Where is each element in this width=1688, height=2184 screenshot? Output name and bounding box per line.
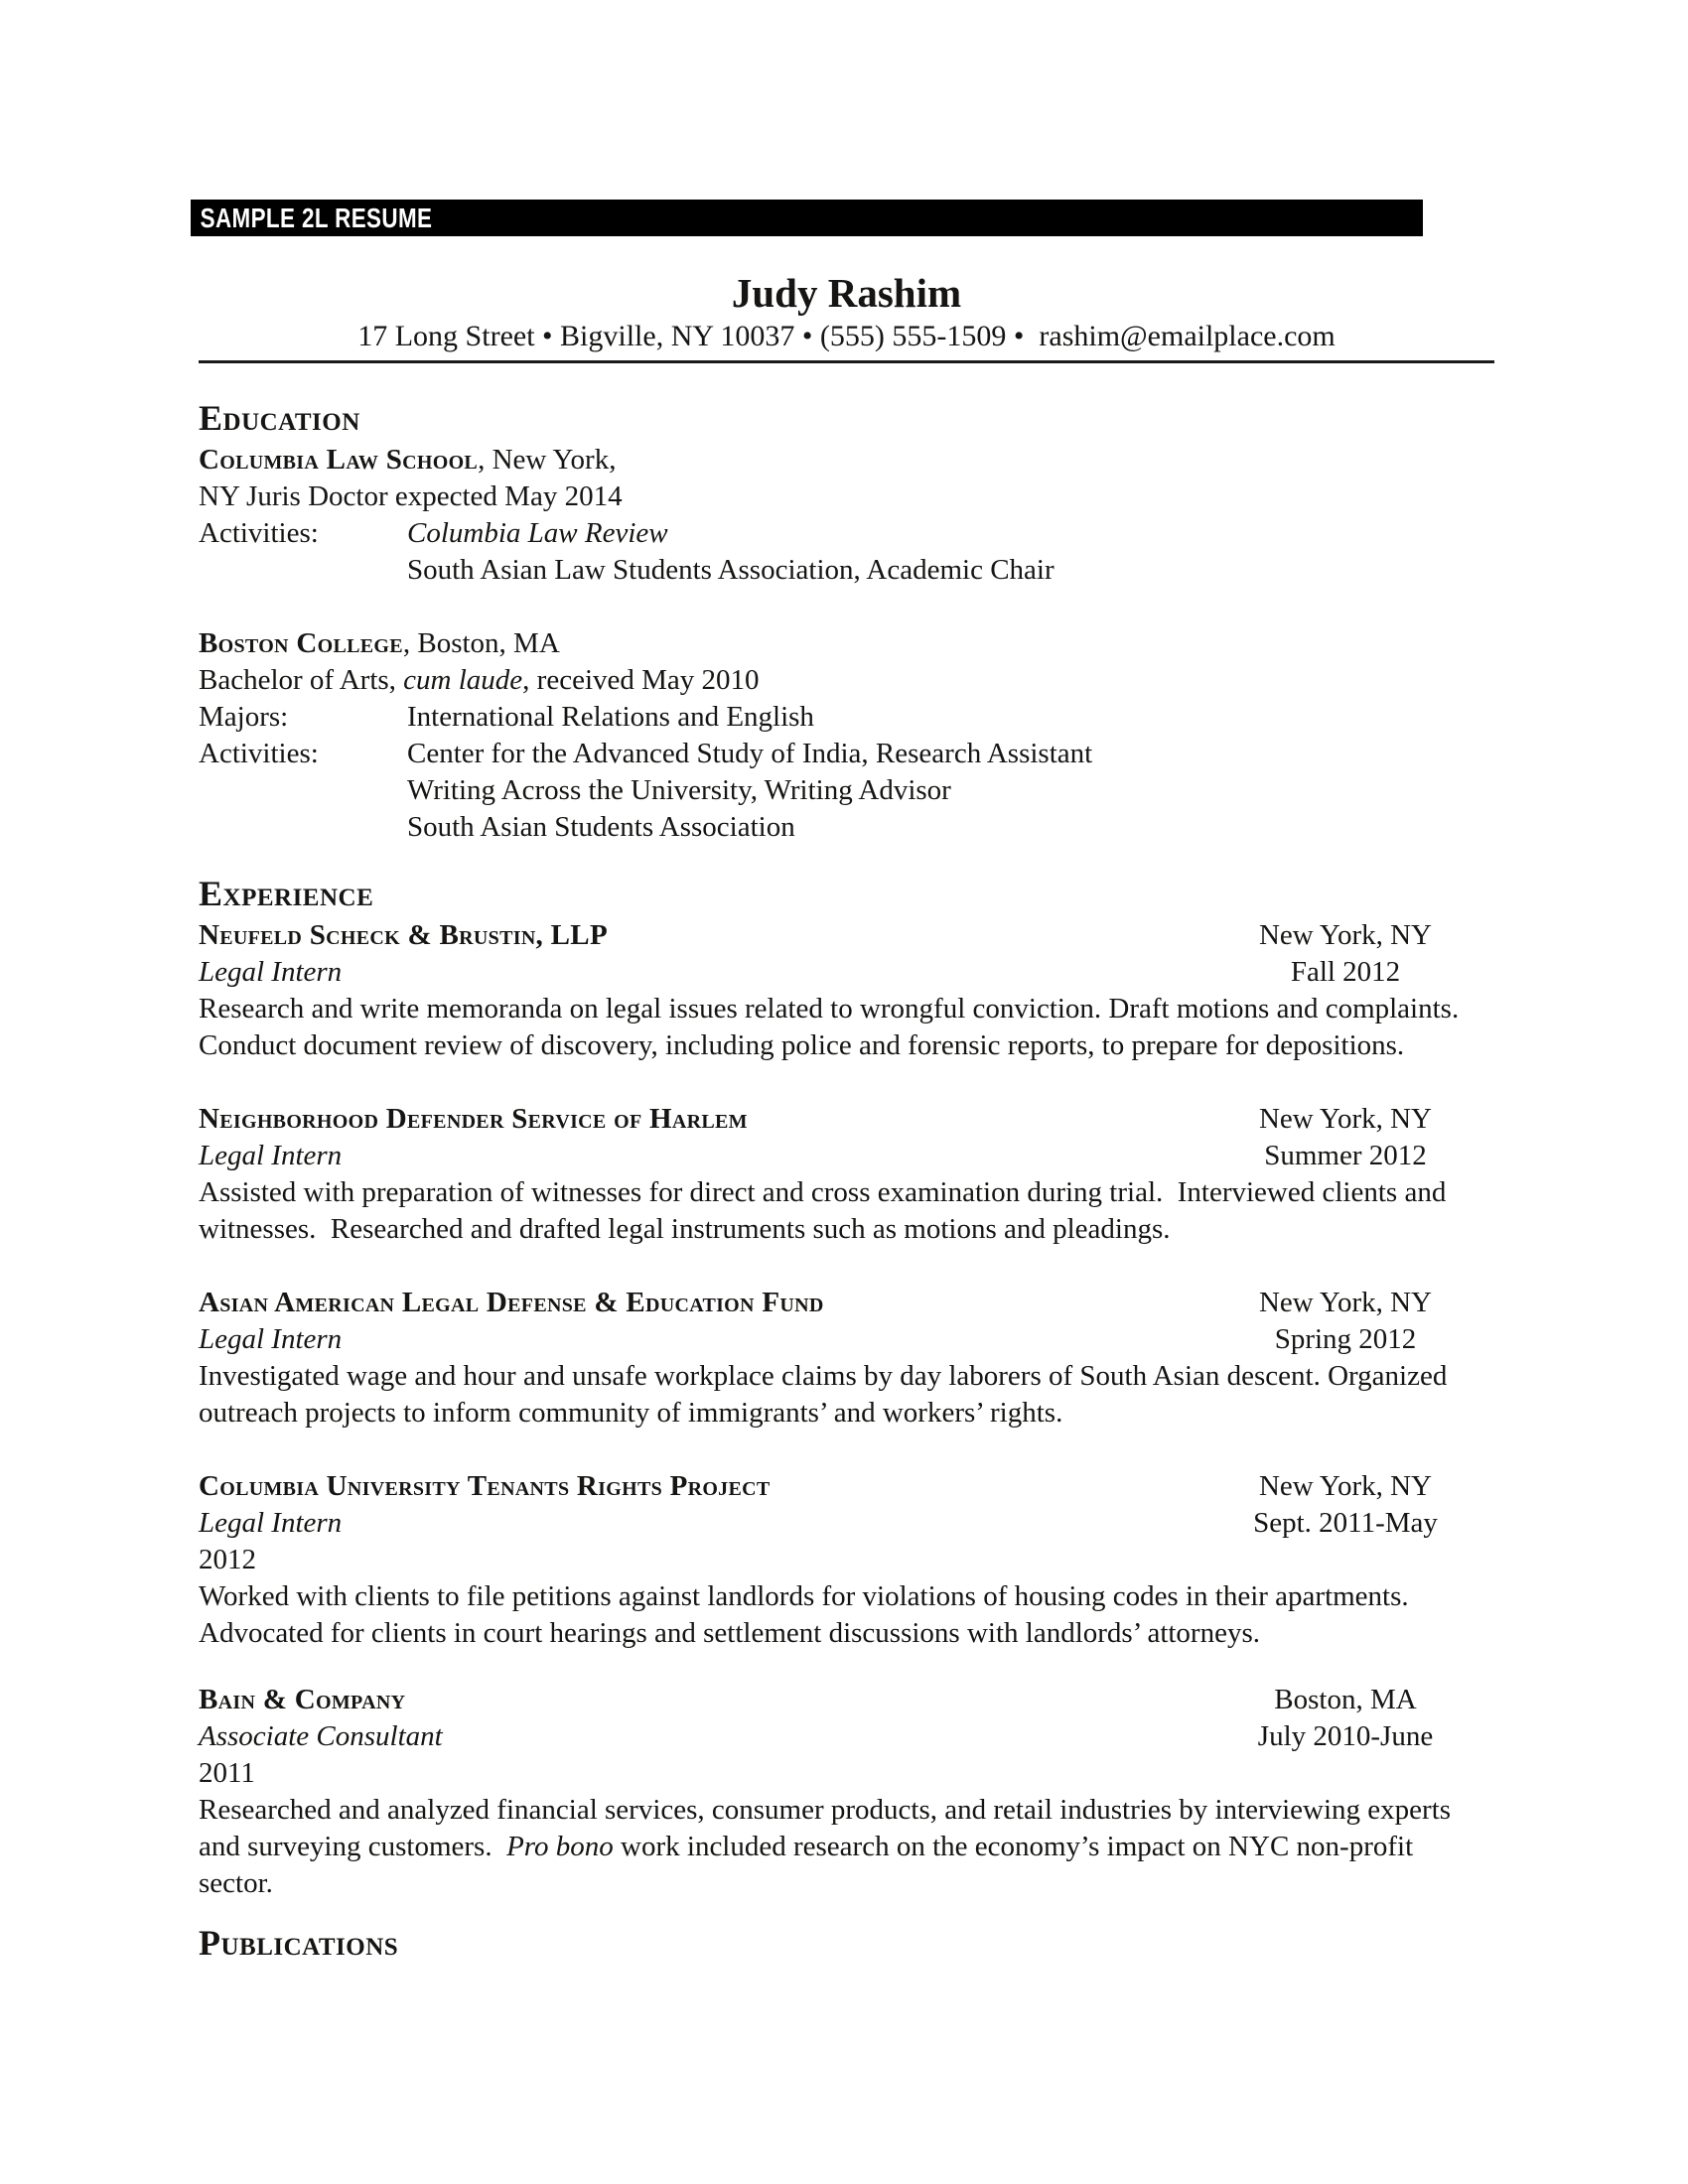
job-entry-tenants-rights bbox=[199, 1468, 1494, 1652]
job-date-overflow: 2011 bbox=[199, 1757, 255, 1789]
job-role-row bbox=[199, 1138, 1494, 1174]
activities-row bbox=[199, 809, 1494, 846]
job-title-row bbox=[199, 1468, 1494, 1505]
job-date: Spring 2012 bbox=[1274, 1323, 1417, 1355]
job-location: New York, NY bbox=[1258, 919, 1432, 951]
majors-item: International Relations and English bbox=[407, 701, 814, 733]
education-entry-columbia bbox=[199, 442, 1494, 589]
job-date: Sept. 2011-May bbox=[1253, 1507, 1438, 1539]
activities-row bbox=[199, 552, 1494, 589]
job-role-row bbox=[199, 1505, 1494, 1542]
activity-item: Center for the Advanced Study of India, Research Assistant bbox=[407, 738, 1093, 769]
company-name: Neufeld Scheck & Brustin, LLP bbox=[199, 919, 608, 951]
job-description: Assisted with preparation of witnesses for direct and cross examination during trial. Interviewed clients and witnesses. Researched and drafted legal instruments such as motions and pleadings. bbox=[199, 1176, 1454, 1245]
school-name: Boston College bbox=[199, 627, 403, 659]
banner-label: SAMPLE 2L RESUME bbox=[200, 202, 433, 233]
majors-label: Majors: bbox=[199, 701, 289, 733]
activities-label: Activities: bbox=[199, 517, 319, 549]
activities-label-spacer bbox=[199, 772, 407, 809]
activities-label-spacer bbox=[199, 809, 407, 846]
degree-line: NY Juris Doctor expected May 2014 bbox=[199, 480, 623, 512]
company-name: Bain & Company bbox=[199, 1684, 406, 1715]
job-description: Worked with clients to file petitions against landlords for violations of housing codes in their apartments. Advocated for clients in court hearings and settlement discussions with landlords’ attorneys. bbox=[199, 1580, 1415, 1649]
job-date: July 2010-June bbox=[1257, 1720, 1434, 1752]
school-location: , Boston, MA bbox=[402, 627, 560, 659]
activities-row bbox=[199, 772, 1494, 809]
company-name: Columbia University Tenants Rights Project bbox=[199, 1470, 771, 1502]
job-description: Researched and analyzed financial services, consumer products, and retail industries by interviewing experts and surveying customers. Pro bono work included research on the economy’s impact on NYC non-profit sector. bbox=[199, 1794, 1459, 1899]
job-entry-nds-harlem bbox=[199, 1101, 1494, 1248]
job-location: New York, NY bbox=[1258, 1287, 1432, 1318]
job-location: New York, NY bbox=[1258, 1103, 1432, 1135]
job-title-row bbox=[199, 917, 1494, 954]
job-role: Legal Intern bbox=[199, 1140, 343, 1171]
section-heading-publications: Publications bbox=[199, 1923, 399, 1963]
job-role-row bbox=[199, 954, 1494, 991]
resume-content bbox=[199, 250, 1494, 1967]
job-role: Legal Intern bbox=[199, 1323, 343, 1355]
job-role-row bbox=[199, 1321, 1494, 1358]
school-name: Columbia Law School bbox=[199, 444, 479, 476]
school-location: , New York, bbox=[478, 444, 617, 476]
activity-item: South Asian Students Association bbox=[407, 811, 795, 843]
job-role: Legal Intern bbox=[199, 1507, 343, 1539]
school-title-line bbox=[199, 442, 1494, 478]
job-description: Research and write memoranda on legal issues related to wrongful conviction. Draft motions and complaints. Conduct document review of discovery, including police and forensic reports, to prepare for depositions. bbox=[199, 993, 1467, 1061]
job-title-row bbox=[199, 1101, 1494, 1138]
company-name: Asian American Legal Defense & Education Fund bbox=[199, 1287, 824, 1318]
sample-banner bbox=[191, 200, 1423, 236]
header-rule bbox=[199, 360, 1494, 363]
activity-item: Writing Across the University, Writing Advisor bbox=[407, 774, 951, 806]
job-title-row bbox=[199, 1285, 1494, 1321]
activity-item: Columbia Law Review bbox=[407, 517, 668, 549]
activities-row bbox=[199, 515, 1494, 552]
degree-line: Bachelor of Arts, cum laude, received May 2010 bbox=[199, 664, 760, 696]
job-location: New York, NY bbox=[1258, 1470, 1432, 1502]
job-role: Legal Intern bbox=[199, 956, 343, 988]
section-heading-experience: Experience bbox=[199, 874, 374, 913]
job-role-row bbox=[199, 1718, 1494, 1755]
activities-label: Activities: bbox=[199, 738, 319, 769]
education-entry-boston bbox=[199, 625, 1494, 846]
job-entry-bain bbox=[199, 1682, 1494, 1902]
contact-line: 17 Long Street • Bigville, NY 10037 • (555) 555-1509 • rashim@emailplace.com bbox=[357, 320, 1336, 352]
activities-row bbox=[199, 736, 1494, 772]
activity-item: South Asian Law Students Association, Academic Chair bbox=[407, 554, 1055, 586]
job-entry-aaldef bbox=[199, 1285, 1494, 1432]
job-description: Investigated wage and hour and unsafe workplace claims by day laborers of South Asian descent. Organized outreach projects to inform community of immigrants’ and workers’ rights. bbox=[199, 1360, 1455, 1429]
majors-row bbox=[199, 699, 1494, 736]
candidate-name: Judy Rashim bbox=[731, 270, 962, 316]
job-date: Fall 2012 bbox=[1290, 956, 1401, 988]
job-location: Boston, MA bbox=[1274, 1684, 1417, 1715]
section-heading-education: Education bbox=[199, 398, 360, 438]
job-title-row bbox=[199, 1682, 1494, 1718]
job-entry-neufeld bbox=[199, 917, 1494, 1064]
activities-label-spacer bbox=[199, 552, 407, 589]
school-title-line bbox=[199, 625, 1494, 662]
job-date: Summer 2012 bbox=[1264, 1140, 1427, 1171]
job-role: Associate Consultant bbox=[199, 1720, 443, 1752]
job-date-overflow: 2012 bbox=[199, 1544, 256, 1575]
company-name: Neighborhood Defender Service of Harlem bbox=[199, 1103, 748, 1135]
